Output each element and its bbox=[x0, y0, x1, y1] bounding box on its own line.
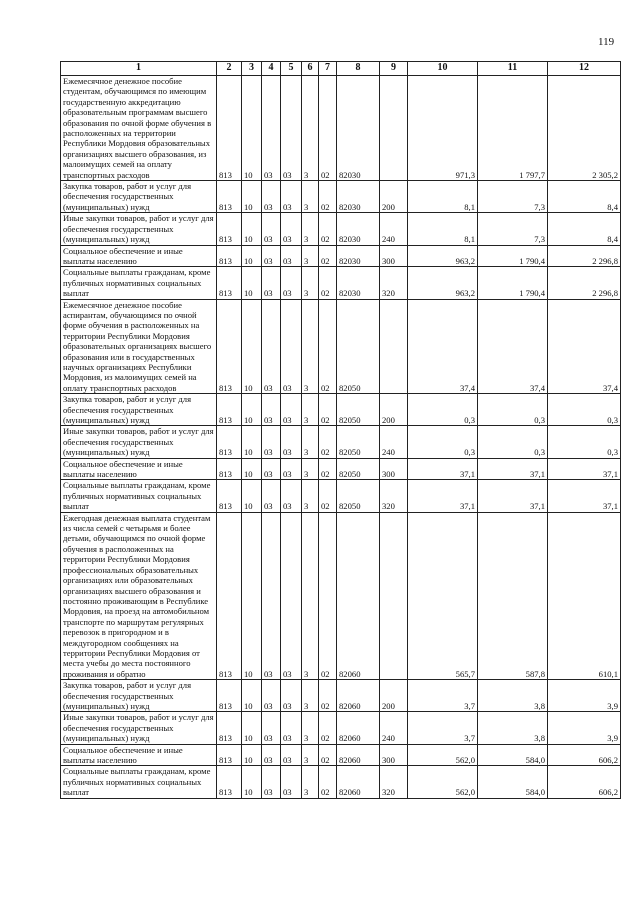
row-name: Закупка товаров, работ и услуг для обеспечения государственных (муниципальных) нужд bbox=[61, 181, 217, 213]
amount-year-2: 37,1 bbox=[478, 458, 548, 480]
event-code: 02 bbox=[319, 394, 337, 426]
subsection-code: 03 bbox=[262, 480, 281, 512]
direction-code: 82050 bbox=[337, 394, 380, 426]
direction-code: 82050 bbox=[337, 458, 380, 480]
program-code: 03 bbox=[281, 299, 302, 394]
program-code: 03 bbox=[281, 181, 302, 213]
program-code: 03 bbox=[281, 458, 302, 480]
expense-type-code: 200 bbox=[380, 181, 408, 213]
column-header: 10 bbox=[408, 62, 478, 76]
event-code: 02 bbox=[319, 458, 337, 480]
table-row bbox=[61, 76, 621, 181]
row-name: Ежемесячное денежное пособие аспирантам, обучающимся по очной форме обучения в расположенных на территории Республики Мордовия образовательных организациях высшего образования или в государственных научных организациях Республики Мордовия, из малоимущих семей на оплату транспортных расходов bbox=[61, 299, 217, 394]
column-header: 5 bbox=[281, 62, 302, 76]
amount-year-2: 1 790,4 bbox=[478, 245, 548, 267]
admin-code: 813 bbox=[217, 512, 242, 680]
amount-year-2: 1 797,7 bbox=[478, 76, 548, 181]
section-code: 10 bbox=[242, 299, 262, 394]
expense-type-code: 320 bbox=[380, 766, 408, 798]
row-name: Социальные выплаты гражданам, кроме публичных нормативных социальных выплат bbox=[61, 267, 217, 299]
amount-year-2: 584,0 bbox=[478, 744, 548, 766]
direction-code: 82060 bbox=[337, 712, 380, 744]
amount-year-3: 606,2 bbox=[548, 744, 621, 766]
amount-year-3: 606,2 bbox=[548, 766, 621, 798]
column-header: 11 bbox=[478, 62, 548, 76]
row-name: Ежегодная денежная выплата студентам из числа семей с четырьмя и более детьми, обучающимся по очной форме обучения в расположенных на территории Республики Мордовия профессиональных образовательных организациях или образовательных организациях высшего образования и постоянно проживающим в Республике Мордовия, на проезд на автомобильном транспорте по маршрутам регулярных перевозок в пригородном и в междугородном сообщениях на территории Республики Мордовия от места учебы до места постоянного проживания и обратно bbox=[61, 512, 217, 680]
expense-type-code: 300 bbox=[380, 245, 408, 267]
amount-year-1: 0,3 bbox=[408, 394, 478, 426]
expense-type-code: 240 bbox=[380, 426, 408, 458]
table-row bbox=[61, 712, 621, 744]
program-code: 03 bbox=[281, 394, 302, 426]
subsection-code: 03 bbox=[262, 680, 281, 712]
expense-type-code: 320 bbox=[380, 267, 408, 299]
amount-year-2: 3,8 bbox=[478, 680, 548, 712]
program-code: 03 bbox=[281, 76, 302, 181]
table-row bbox=[61, 766, 621, 798]
column-header: 3 bbox=[242, 62, 262, 76]
subprogram-code: 3 bbox=[302, 766, 319, 798]
admin-code: 813 bbox=[217, 181, 242, 213]
direction-code: 82030 bbox=[337, 181, 380, 213]
event-code: 02 bbox=[319, 76, 337, 181]
expense-type-code bbox=[380, 299, 408, 394]
table-row bbox=[61, 458, 621, 480]
amount-year-1: 562,0 bbox=[408, 766, 478, 798]
program-code: 03 bbox=[281, 512, 302, 680]
expense-type-code: 200 bbox=[380, 680, 408, 712]
section-code: 10 bbox=[242, 394, 262, 426]
subprogram-code: 3 bbox=[302, 267, 319, 299]
event-code: 02 bbox=[319, 181, 337, 213]
admin-code: 813 bbox=[217, 76, 242, 181]
subsection-code: 03 bbox=[262, 213, 281, 245]
column-header: 9 bbox=[380, 62, 408, 76]
amount-year-2: 37,1 bbox=[478, 480, 548, 512]
column-header: 6 bbox=[302, 62, 319, 76]
direction-code: 82030 bbox=[337, 213, 380, 245]
amount-year-3: 2 296,8 bbox=[548, 267, 621, 299]
column-header: 12 bbox=[548, 62, 621, 76]
direction-code: 82060 bbox=[337, 512, 380, 680]
subsection-code: 03 bbox=[262, 245, 281, 267]
row-name: Социальное обеспечение и иные выплаты населению bbox=[61, 458, 217, 480]
direction-code: 82060 bbox=[337, 766, 380, 798]
subsection-code: 03 bbox=[262, 267, 281, 299]
column-header: 7 bbox=[319, 62, 337, 76]
subprogram-code: 3 bbox=[302, 245, 319, 267]
row-name: Иные закупки товаров, работ и услуг для обеспечения государственных (муниципальных) нужд bbox=[61, 426, 217, 458]
direction-code: 82030 bbox=[337, 267, 380, 299]
budget-table bbox=[60, 61, 621, 799]
event-code: 02 bbox=[319, 299, 337, 394]
section-code: 10 bbox=[242, 76, 262, 181]
amount-year-2: 7,3 bbox=[478, 181, 548, 213]
admin-code: 813 bbox=[217, 426, 242, 458]
table-row bbox=[61, 480, 621, 512]
subsection-code: 03 bbox=[262, 766, 281, 798]
amount-year-1: 565,7 bbox=[408, 512, 478, 680]
amount-year-2: 0,3 bbox=[478, 426, 548, 458]
section-code: 10 bbox=[242, 480, 262, 512]
program-code: 03 bbox=[281, 480, 302, 512]
row-name: Социальные выплаты гражданам, кроме публичных нормативных социальных выплат bbox=[61, 480, 217, 512]
admin-code: 813 bbox=[217, 299, 242, 394]
admin-code: 813 bbox=[217, 458, 242, 480]
direction-code: 82060 bbox=[337, 744, 380, 766]
amount-year-3: 37,4 bbox=[548, 299, 621, 394]
event-code: 02 bbox=[319, 712, 337, 744]
row-name: Иные закупки товаров, работ и услуг для обеспечения государственных (муниципальных) нужд bbox=[61, 712, 217, 744]
header-row bbox=[61, 62, 621, 76]
amount-year-1: 8,1 bbox=[408, 181, 478, 213]
table-row bbox=[61, 213, 621, 245]
amount-year-1: 37,1 bbox=[408, 458, 478, 480]
section-code: 10 bbox=[242, 680, 262, 712]
amount-year-2: 584,0 bbox=[478, 766, 548, 798]
program-code: 03 bbox=[281, 744, 302, 766]
event-code: 02 bbox=[319, 512, 337, 680]
admin-code: 813 bbox=[217, 245, 242, 267]
amount-year-1: 3,7 bbox=[408, 680, 478, 712]
amount-year-2: 3,8 bbox=[478, 712, 548, 744]
subsection-code: 03 bbox=[262, 744, 281, 766]
amount-year-1: 0,3 bbox=[408, 426, 478, 458]
subsection-code: 03 bbox=[262, 181, 281, 213]
column-header: 8 bbox=[337, 62, 380, 76]
admin-code: 813 bbox=[217, 480, 242, 512]
section-code: 10 bbox=[242, 458, 262, 480]
subsection-code: 03 bbox=[262, 394, 281, 426]
program-code: 03 bbox=[281, 426, 302, 458]
direction-code: 82050 bbox=[337, 299, 380, 394]
amount-year-1: 8,1 bbox=[408, 213, 478, 245]
direction-code: 82030 bbox=[337, 245, 380, 267]
amount-year-2: 0,3 bbox=[478, 394, 548, 426]
event-code: 02 bbox=[319, 267, 337, 299]
subprogram-code: 3 bbox=[302, 76, 319, 181]
event-code: 02 bbox=[319, 245, 337, 267]
section-code: 10 bbox=[242, 426, 262, 458]
subprogram-code: 3 bbox=[302, 213, 319, 245]
table-row bbox=[61, 181, 621, 213]
subsection-code: 03 bbox=[262, 426, 281, 458]
section-code: 10 bbox=[242, 245, 262, 267]
amount-year-1: 3,7 bbox=[408, 712, 478, 744]
program-code: 03 bbox=[281, 267, 302, 299]
amount-year-2: 587,8 bbox=[478, 512, 548, 680]
subprogram-code: 3 bbox=[302, 394, 319, 426]
admin-code: 813 bbox=[217, 712, 242, 744]
program-code: 03 bbox=[281, 712, 302, 744]
admin-code: 813 bbox=[217, 267, 242, 299]
column-header: 2 bbox=[217, 62, 242, 76]
amount-year-3: 2 296,8 bbox=[548, 245, 621, 267]
expense-type-code: 300 bbox=[380, 458, 408, 480]
row-name: Закупка товаров, работ и услуг для обеспечения государственных (муниципальных) нужд bbox=[61, 680, 217, 712]
table-row bbox=[61, 267, 621, 299]
table-row bbox=[61, 744, 621, 766]
section-code: 10 bbox=[242, 744, 262, 766]
direction-code: 82060 bbox=[337, 680, 380, 712]
subprogram-code: 3 bbox=[302, 480, 319, 512]
amount-year-3: 37,1 bbox=[548, 480, 621, 512]
column-header: 4 bbox=[262, 62, 281, 76]
subprogram-code: 3 bbox=[302, 512, 319, 680]
section-code: 10 bbox=[242, 766, 262, 798]
subprogram-code: 3 bbox=[302, 680, 319, 712]
amount-year-3: 2 305,2 bbox=[548, 76, 621, 181]
table-row bbox=[61, 680, 621, 712]
event-code: 02 bbox=[319, 766, 337, 798]
admin-code: 813 bbox=[217, 394, 242, 426]
expense-type-code: 200 bbox=[380, 394, 408, 426]
admin-code: 813 bbox=[217, 680, 242, 712]
expense-type-code: 240 bbox=[380, 213, 408, 245]
section-code: 10 bbox=[242, 213, 262, 245]
column-header: 1 bbox=[61, 62, 217, 76]
expense-type-code: 240 bbox=[380, 712, 408, 744]
table-row bbox=[61, 394, 621, 426]
event-code: 02 bbox=[319, 480, 337, 512]
direction-code: 82050 bbox=[337, 426, 380, 458]
amount-year-3: 8,4 bbox=[548, 213, 621, 245]
amount-year-2: 7,3 bbox=[478, 213, 548, 245]
expense-type-code: 320 bbox=[380, 480, 408, 512]
table-body bbox=[61, 76, 621, 799]
program-code: 03 bbox=[281, 213, 302, 245]
subsection-code: 03 bbox=[262, 512, 281, 680]
amount-year-3: 3,9 bbox=[548, 712, 621, 744]
amount-year-1: 963,2 bbox=[408, 267, 478, 299]
table-row bbox=[61, 426, 621, 458]
table-row bbox=[61, 245, 621, 267]
row-name: Ежемесячное денежное пособие студентам, обучающимся по имеющим государственную аккредитацию образовательным программам высшего образования по очной форме обучения в расположенных на территории Республики Мордовия образовательных организациях высшего образования, из малоимущих семей на оплату транспортных расходов bbox=[61, 76, 217, 181]
event-code: 02 bbox=[319, 426, 337, 458]
admin-code: 813 bbox=[217, 766, 242, 798]
page-number: 119 bbox=[598, 36, 615, 48]
amount-year-3: 0,3 bbox=[548, 394, 621, 426]
subsection-code: 03 bbox=[262, 299, 281, 394]
subprogram-code: 3 bbox=[302, 712, 319, 744]
section-code: 10 bbox=[242, 512, 262, 680]
amount-year-3: 8,4 bbox=[548, 181, 621, 213]
subprogram-code: 3 bbox=[302, 299, 319, 394]
subsection-code: 03 bbox=[262, 76, 281, 181]
direction-code: 82050 bbox=[337, 480, 380, 512]
section-code: 10 bbox=[242, 712, 262, 744]
direction-code: 82030 bbox=[337, 76, 380, 181]
admin-code: 813 bbox=[217, 744, 242, 766]
event-code: 02 bbox=[319, 744, 337, 766]
subsection-code: 03 bbox=[262, 712, 281, 744]
admin-code: 813 bbox=[217, 213, 242, 245]
subprogram-code: 3 bbox=[302, 458, 319, 480]
event-code: 02 bbox=[319, 680, 337, 712]
amount-year-2: 1 790,4 bbox=[478, 267, 548, 299]
table-row bbox=[61, 299, 621, 394]
row-name: Социальное обеспечение и иные выплаты населению bbox=[61, 744, 217, 766]
event-code: 02 bbox=[319, 213, 337, 245]
row-name: Социальные выплаты гражданам, кроме публичных нормативных социальных выплат bbox=[61, 766, 217, 798]
subprogram-code: 3 bbox=[302, 426, 319, 458]
row-name: Закупка товаров, работ и услуг для обеспечения государственных (муниципальных) нужд bbox=[61, 394, 217, 426]
amount-year-1: 37,1 bbox=[408, 480, 478, 512]
subprogram-code: 3 bbox=[302, 744, 319, 766]
program-code: 03 bbox=[281, 680, 302, 712]
amount-year-3: 0,3 bbox=[548, 426, 621, 458]
amount-year-3: 610,1 bbox=[548, 512, 621, 680]
row-name: Иные закупки товаров, работ и услуг для обеспечения государственных (муниципальных) нужд bbox=[61, 213, 217, 245]
subprogram-code: 3 bbox=[302, 181, 319, 213]
subsection-code: 03 bbox=[262, 458, 281, 480]
amount-year-1: 37,4 bbox=[408, 299, 478, 394]
section-code: 10 bbox=[242, 181, 262, 213]
expense-type-code bbox=[380, 76, 408, 181]
program-code: 03 bbox=[281, 766, 302, 798]
expense-type-code bbox=[380, 512, 408, 680]
program-code: 03 bbox=[281, 245, 302, 267]
row-name: Социальное обеспечение и иные выплаты населению bbox=[61, 245, 217, 267]
amount-year-1: 963,2 bbox=[408, 245, 478, 267]
table-row bbox=[61, 512, 621, 680]
amount-year-1: 971,3 bbox=[408, 76, 478, 181]
amount-year-3: 3,9 bbox=[548, 680, 621, 712]
expense-type-code: 300 bbox=[380, 744, 408, 766]
amount-year-1: 562,0 bbox=[408, 744, 478, 766]
section-code: 10 bbox=[242, 267, 262, 299]
amount-year-3: 37,1 bbox=[548, 458, 621, 480]
amount-year-2: 37,4 bbox=[478, 299, 548, 394]
